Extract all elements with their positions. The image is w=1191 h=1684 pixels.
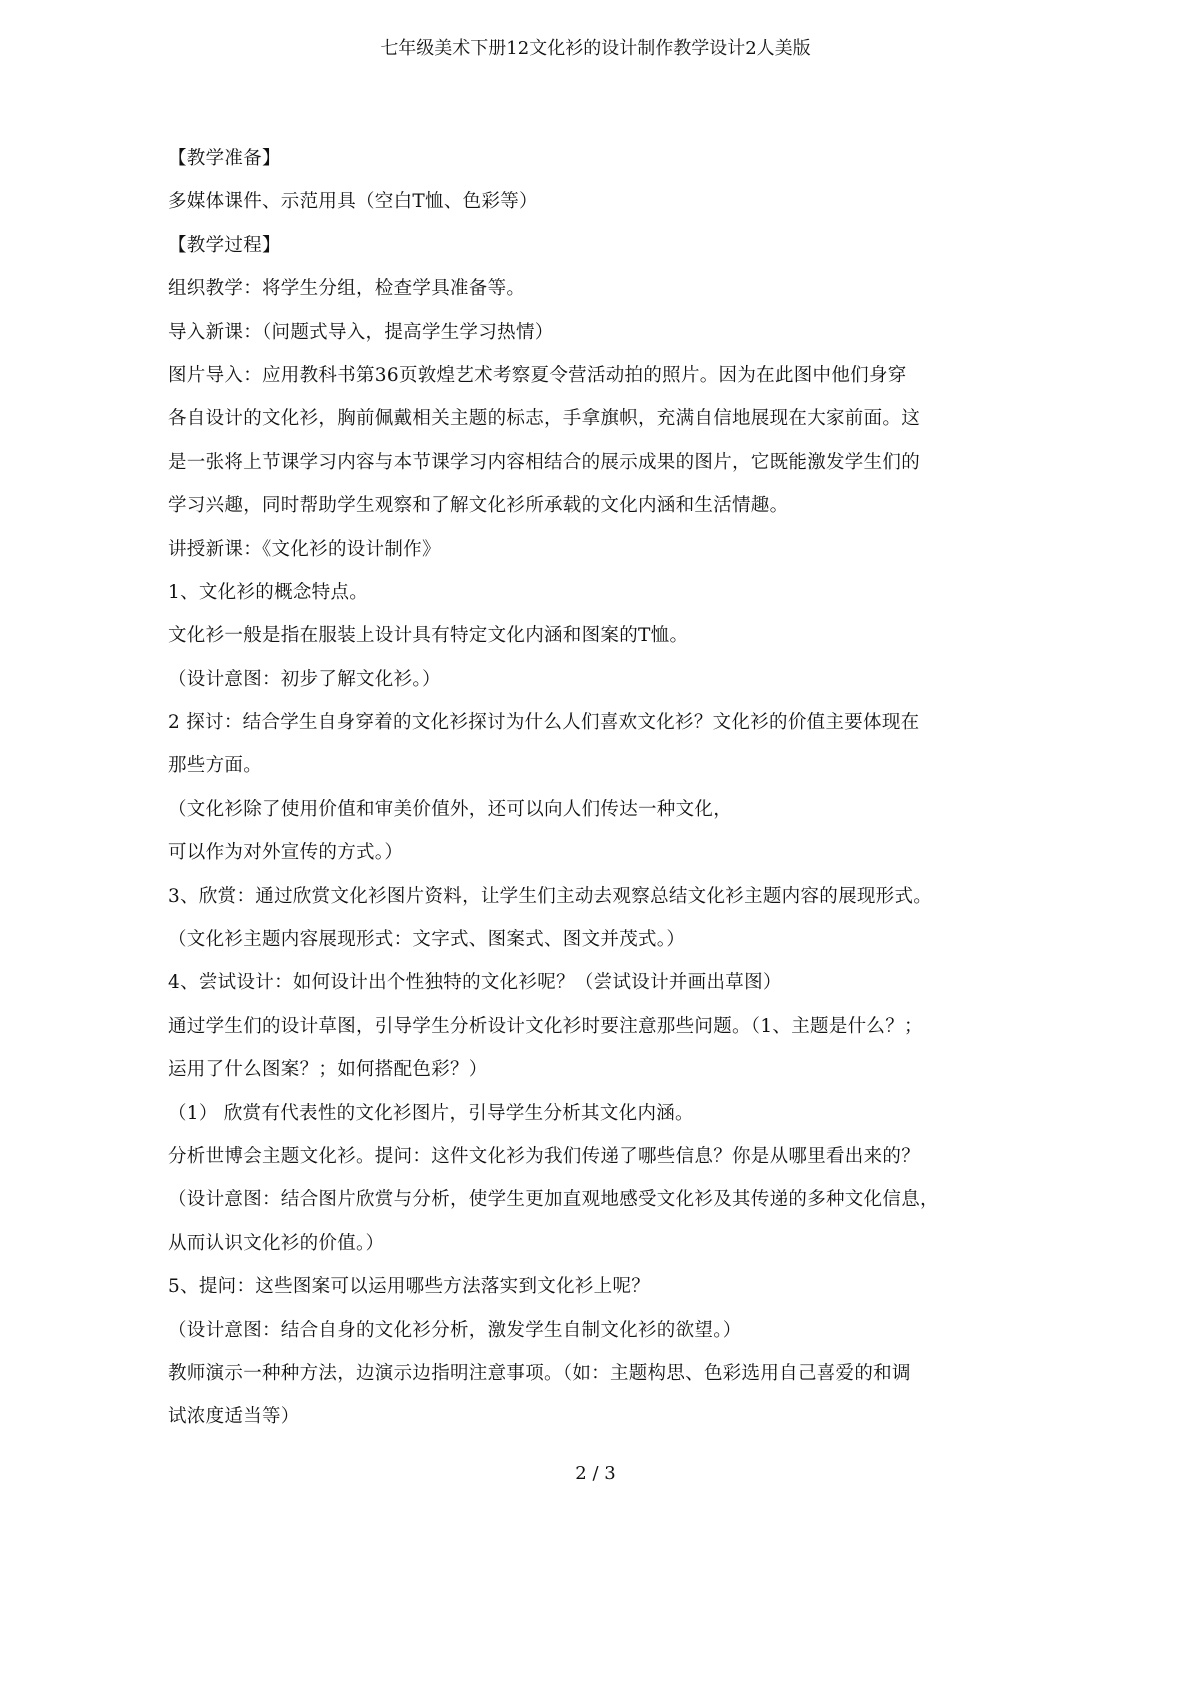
- page-number: 2 / 3: [575, 1463, 616, 1484]
- document-body: [168, 146, 968, 1448]
- paragraph-line: 教师演示一种种方法，边演示边指明注意事项。（如：主题构思、色彩选用自己喜爱的和调: [168, 1362, 911, 1384]
- paragraph-line: 图片导入：应用教科书第36页敦煌艺术考察夏令营活动拍的照片。因为在此图中他们身穿: [168, 364, 907, 386]
- paragraph-line: 是一张将上节课学习内容与本节课学习内容相结合的展示成果的图片，它既能激发学生们的: [168, 451, 921, 473]
- paragraph-line: 试浓度适当等）: [168, 1406, 300, 1428]
- paragraph-line: 3、欣赏：通过欣赏文化衫图片资料，让学生们主动去观察总结文化衫主题内容的展现形式。: [168, 885, 933, 907]
- paragraph-line: 1、文化衫的概念特点。: [168, 581, 369, 603]
- paragraph-line: 【教学过程】: [168, 234, 281, 256]
- paragraph-line: 导入新课：（问题式导入，提高学生学习热情）: [168, 321, 554, 343]
- paragraph-line: 5、提问：这些图案可以运用哪些方法落实到文化衫上呢？: [168, 1276, 651, 1298]
- paragraph-line: 各自设计的文化衫，胸前佩戴相关主题的标志，手拿旗帜，充满自信地展现在大家前面。这: [168, 408, 921, 430]
- paragraph-line: 4、尝试设计：如何设计出个性独特的文化衫呢？（尝试设计并画出草图）: [168, 972, 782, 994]
- paragraph-line: （文化衫主题内容展现形式：文字式、图案式、图文并茂式。）: [168, 929, 686, 951]
- paragraph-line: 通过学生们的设计草图，引导学生分析设计文化衫时要注意那些问题。（1、主题是什么？；: [168, 1015, 923, 1037]
- paragraph-line: （设计意图：结合图片欣赏与分析，使学生更加直观地感受文化衫及其传递的多种文化信息，: [168, 1189, 939, 1211]
- document-header-title: 七年级美术下册12文化衫的设计制作教学设计2人美版: [380, 38, 811, 59]
- paragraph-line: 学习兴趣，同时帮助学生观察和了解文化衫所承载的文化内涵和生活情趣。: [168, 495, 789, 517]
- paragraph-line: 从而认识文化衫的价值。）: [168, 1232, 385, 1254]
- paragraph-line: 运用了什么图案？；如何搭配色彩？）: [168, 1059, 488, 1081]
- paragraph-line: 【教学准备】: [168, 148, 281, 169]
- paragraph-line: 分析世博会主题文化衫。提问：这件文化衫为我们传递了哪些信息？你是从哪里看出来的？: [168, 1145, 921, 1167]
- paragraph-line: （设计意图：初步了解文化衫。）: [168, 668, 441, 690]
- paragraph-line: 2 探讨：结合学生自身穿着的文化衫探讨为什么人们喜欢文化衫？文化衫的价值主要体现在: [168, 712, 920, 734]
- paragraph-line: （1） 欣赏有代表性的文化衫图片，引导学生分析其文化内涵。: [168, 1102, 694, 1124]
- paragraph-line: （设计意图：结合自身的文化衫分析，激发学生自制文化衫的欲望。）: [168, 1319, 742, 1341]
- paragraph-line: 讲授新课：《文化衫的设计制作》: [168, 538, 441, 560]
- paragraph-line: 那些方面。: [168, 755, 263, 777]
- paragraph-line: （文化衫除了使用价值和审美价值外，还可以向人们传达一种文化，: [168, 798, 733, 820]
- paragraph-line: 文化衫一般是指在服装上设计具有特定文化内涵和图案的T恤。: [168, 625, 689, 647]
- paragraph-line: 多媒体课件、示范用具（空白T恤、色彩等）: [168, 191, 538, 213]
- paragraph-line: 组织教学：将学生分组，检查学具准备等。: [168, 278, 526, 300]
- paragraph-line: 可以作为对外宣传的方式。）: [168, 842, 404, 864]
